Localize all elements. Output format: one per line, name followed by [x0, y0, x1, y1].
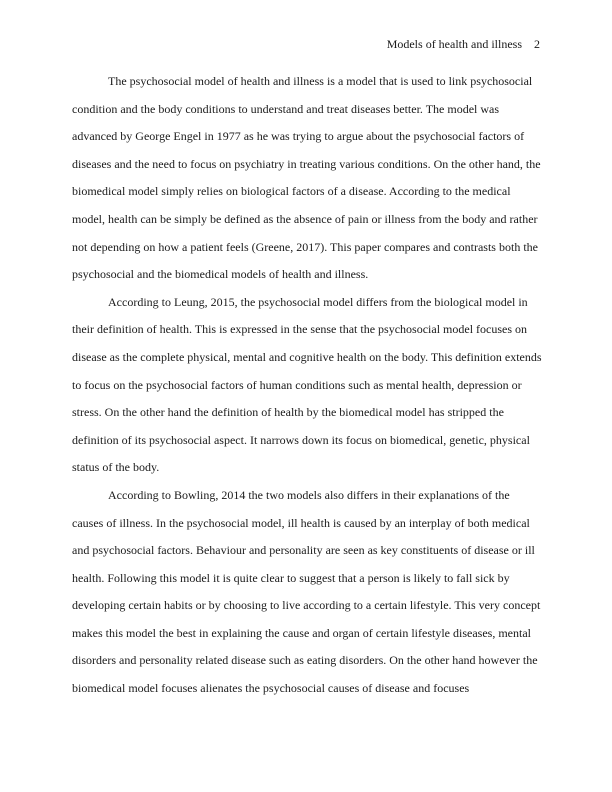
line: mental disorders and personality related disease such as eating disorders. On the other hand [72, 625, 531, 668]
running-header [387, 36, 540, 52]
line: their definition of health. This is expressed in the sense that the psychosocial model focuses on [72, 322, 528, 337]
paragraph-2 [72, 289, 542, 482]
line: The psychosocial model of health and illness is a model that is used to link psychosocial [108, 74, 533, 88]
line: extends to focus on the psychosocial factors of human conditions such as mental health, [72, 349, 542, 392]
line: stripped the definition of its psychosocial aspect. It narrows down its focus on biomedical, [72, 405, 504, 447]
line: the biomedical model simply relies on biological factors of a disease. According to the medical [72, 156, 541, 199]
line: genetic, physical status of the body. [72, 432, 530, 475]
line: causes of illness. In the psychosocial model, ill health is caused by an interplay of both medical [72, 515, 530, 530]
line: disease as the complete physical, mental and cognitive health on the body. This definition [72, 349, 502, 364]
line: and psychosocial factors. Behaviour and personality are seen as key constituents of disease or ill [72, 543, 535, 558]
body-text [72, 68, 542, 703]
paragraph-1 [72, 68, 542, 289]
line: According to Leung, 2015, the psychosocial model differs from the biological model in [108, 294, 528, 309]
line: health. Following this model it is quite clear to suggest that a person is likely to fall sick by [72, 570, 510, 585]
line: model, health can be simply be defined as the absence of pain or illness from the body and rather [72, 211, 538, 226]
line: not depending on how a patient feels (Greene, 2017). This paper compares and contrasts both the [72, 239, 538, 254]
line: According to Bowling, 2014 the two models also differs in their explanations of the [108, 487, 510, 502]
line: depression or stress. On the other hand the definition of health by the biomedical model has [72, 377, 522, 420]
line: concept makes this model the best in explaining the cause and organ of certain lifestyle diseases, [72, 598, 541, 640]
line: developing certain habits or by choosing to live according to a certain lifestyle. This very [72, 598, 500, 613]
line: condition and the body conditions to understand and treat diseases better. The model was [72, 101, 500, 116]
line: advanced by George Engel in 1977 as he was trying to argue about the psychosocial factors of [72, 129, 525, 144]
page-number: 2 [534, 37, 540, 51]
line: psychosocial and the biomedical models of health and illness. [72, 267, 369, 282]
line: however the biomedical model focuses alienates the psychosocial causes of disease and focuses [72, 653, 538, 696]
line: diseases and the need to focus on psychiatry in treating various conditions. On the other hand, [72, 156, 523, 171]
paragraph-3 [72, 482, 542, 703]
running-title: Models of health and illness [386, 37, 522, 51]
